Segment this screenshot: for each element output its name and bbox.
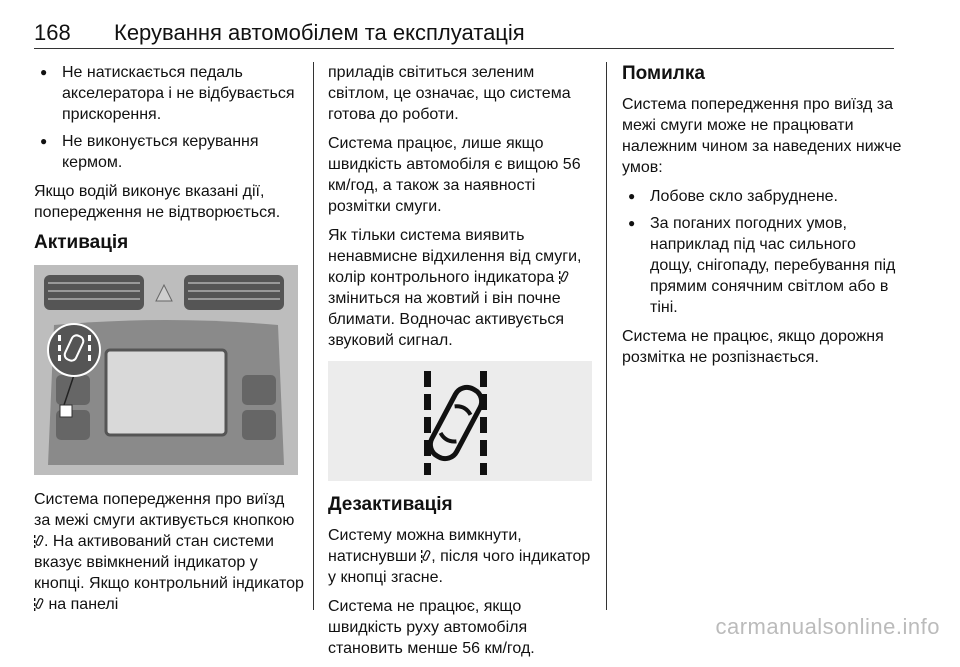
list-item: ● Не виконується керування кермом. xyxy=(34,131,304,173)
page-title: Керування автомобілем та експлуатація xyxy=(114,20,525,45)
paragraph: Система не працює, якщо швидкість руху автомобіля становить менше 56 км/год. xyxy=(328,598,535,657)
lane-departure-warning-icon xyxy=(421,549,431,563)
paragraph: приладів світиться зеленим світлом, це означає, що система готова до роботи. xyxy=(328,64,571,123)
header-rule xyxy=(34,48,894,49)
section-heading-deactivation: Дезактивація xyxy=(328,494,453,515)
lane-departure-warning-icon xyxy=(559,270,569,284)
column-divider xyxy=(606,62,607,610)
list-item: ● За поганих погодних умов, наприклад під час сильного дощу, снігопаду, перебування під прямим сонячним світлом або в тіні. xyxy=(622,213,902,318)
dashboard-photo xyxy=(34,265,298,475)
paragraph: Як тільки система виявить ненавмисне відхилення від смуги, колір контрольного індикатора зміниться на жовтий і він почне блимати. Водночас активується звуковий сигнал. xyxy=(328,227,582,349)
column-1 xyxy=(34,62,304,623)
lane-departure-warning-icon xyxy=(34,534,44,548)
paragraph: Якщо водій виконує вказані дії, попередження не відтворюється. xyxy=(34,183,281,221)
list-item: ● Не натискається педаль акселератора і не відбувається прискорення. xyxy=(34,62,304,125)
paragraph: Система попередження про виїзд за межі смуги може не працювати належним чином за наведених нижче умов: xyxy=(622,96,902,176)
bullet-list xyxy=(34,62,304,173)
watermark: carmanualsonline.info xyxy=(715,614,940,639)
column-3 xyxy=(622,62,902,376)
section-heading-activation: Активація xyxy=(34,232,129,253)
paragraph: Система попередження про виїзд за межі смуги активується кнопкою . На активований стан системи вказує ввімкнений індикатор у кнопці. Якщо контрольний індикатор на панелі xyxy=(34,491,304,613)
bullet-list xyxy=(622,186,902,318)
page-header xyxy=(34,20,926,50)
paragraph: Система працює, лише якщо швидкість автомобіля є вищою 56 км/год, а також за наявності розмітки смуги. xyxy=(328,135,581,215)
paragraph: Система не працює, якщо дорожня розмітка не розпізнається. xyxy=(622,328,884,366)
column-divider xyxy=(313,62,314,610)
section-heading-error: Помилка xyxy=(622,63,705,84)
lane-departure-warning-icon xyxy=(34,597,44,611)
column-2 xyxy=(328,62,593,667)
page-number: 168 xyxy=(34,20,71,45)
lane-departure-warning-icon xyxy=(328,361,592,481)
list-item: ● Лобове скло забруднене. xyxy=(622,186,902,207)
paragraph: Систему можна вимкнути, натиснувши , після чого індикатор у кнопці згасне. xyxy=(328,527,591,586)
